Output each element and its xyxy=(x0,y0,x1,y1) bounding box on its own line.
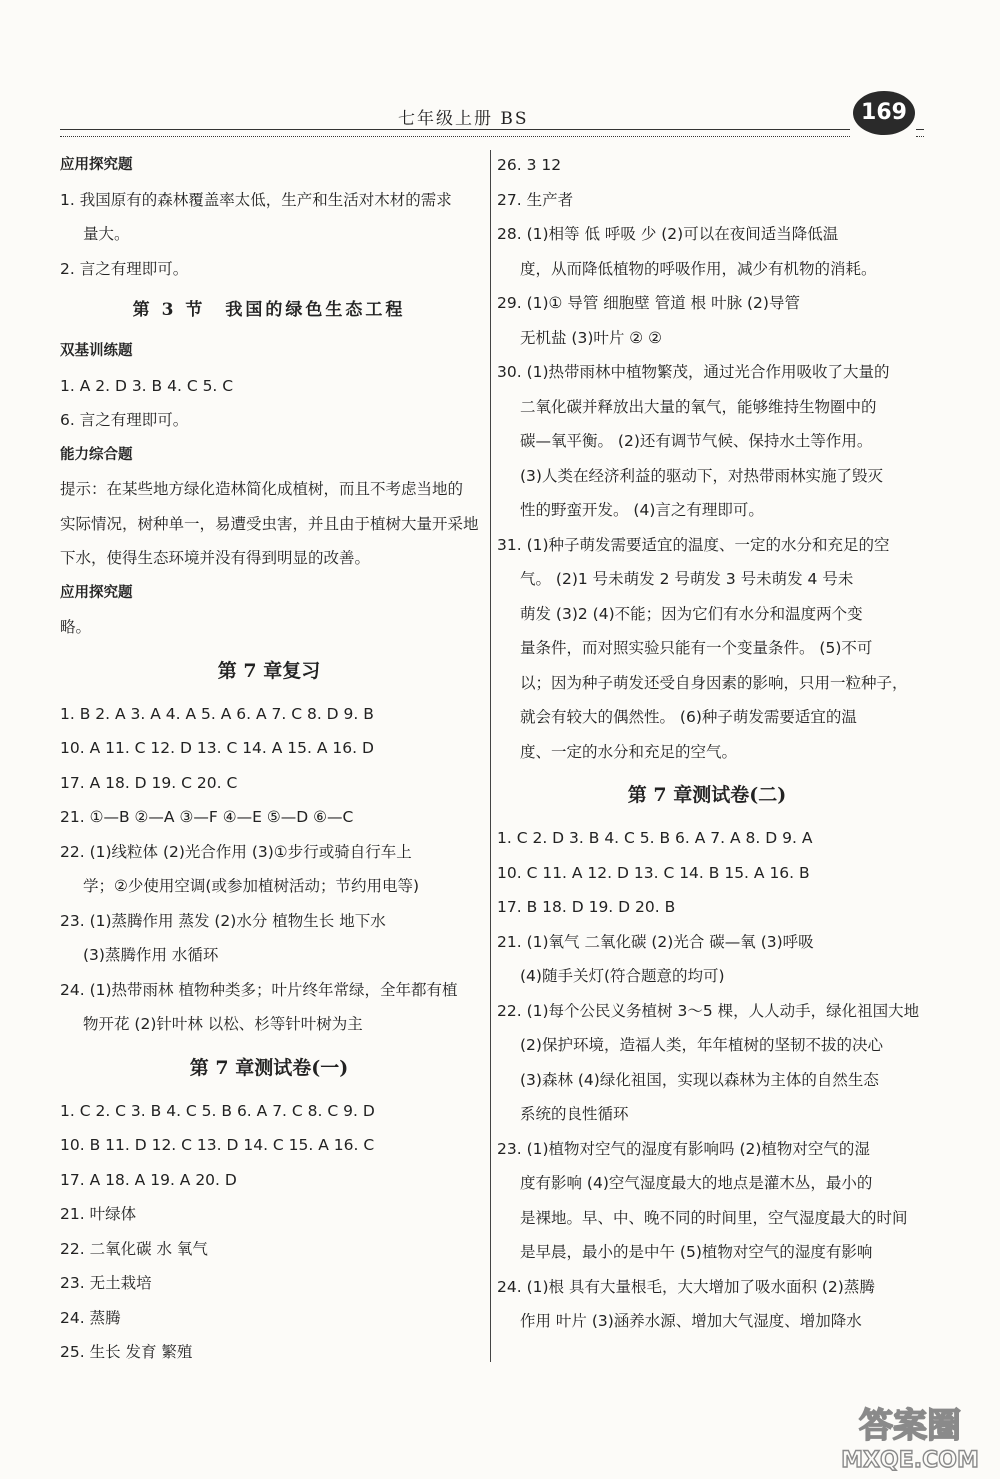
answer-continuation: 学；②少使用空调(或参加植树活动；节约用电等) xyxy=(83,877,419,895)
header-title: 七年级上册 BS xyxy=(398,109,529,129)
answer-line: 10. C 11. A 12. D 13. C 14. B 15. A 16. B xyxy=(497,863,810,882)
answer-continuation: (4)随手关灯(符合题意的均可) xyxy=(520,967,725,985)
answer-line: 24. 蒸腾 xyxy=(60,1308,121,1327)
answer-line: 提示：在某些地方绿化造林简化成植树，而且不考虑当地的 xyxy=(60,480,464,498)
answer-line: 21. ①—B ②—A ③—F ④—E ⑤—D ⑥—C xyxy=(60,808,354,826)
watermark-logo-text: 答案圈 xyxy=(859,1406,961,1446)
page-number-badge: 169 xyxy=(853,91,915,135)
answer-line: 21. 叶绿体 xyxy=(60,1205,137,1223)
answer-line: 27. 生产者 xyxy=(497,190,574,209)
column-divider xyxy=(490,150,491,1362)
answer-continuation: (3)人类在经济利益的驱动下，对热带雨林实施了毁灭 xyxy=(520,466,883,485)
left-column xyxy=(60,148,478,1370)
answer-continuation: (3)森林 (4)绿化祖国，实现以森林为主体的自然生态 xyxy=(520,1070,879,1089)
answer-line: 下水，使得生态环境并没有得到明显的改善。 xyxy=(60,549,371,567)
answer-continuation: 气。 (2)1 号未萌发 2 号萌发 3 号未萌发 4 号未 xyxy=(520,570,854,588)
right-column xyxy=(497,148,920,1339)
answer-line: 17. A 18. A 19. A 20. D xyxy=(60,1170,237,1189)
answer-line: 实际情况，树种单一，易遭受虫害，并且由于植树大量开采地 xyxy=(60,514,479,533)
header-rule xyxy=(60,129,850,137)
answer-line: 22. (1)线粒体 (2)光合作用 (3)①步行或骑自行车上 xyxy=(60,842,412,861)
answer-line: 23. (1)植物对空气的湿度有影响吗 (2)植物对空气的湿 xyxy=(497,1139,870,1158)
chapter-title: 第 7 章复习 xyxy=(217,659,321,682)
section-heading: 应用探究题 xyxy=(60,584,133,601)
answer-line: 31. (1)种子萌发需要适宜的温度、一定的水分和充足的空 xyxy=(497,535,890,554)
answer-line: 6. 言之有理即可。 xyxy=(60,411,189,429)
header-rule-right xyxy=(916,129,924,137)
answer-continuation: 物开花 (2)针叶林 以松、杉等针叶树为主 xyxy=(83,1015,363,1033)
answer-continuation: 是早晨，最小的是中午 (5)植物对空气的湿度有影响 xyxy=(520,1243,873,1261)
watermark-url: MXQE.COM xyxy=(841,1448,979,1473)
answer-continuation: 度、一定的水分和充足的空气。 xyxy=(520,742,738,761)
answer-continuation: 性的野蛮开发。 (4)言之有理即可。 xyxy=(520,501,764,519)
answer-continuation: 量条件，而对照实验只能有一个变量条件。 (5)不可 xyxy=(520,639,873,657)
section-heading: 应用探究题 xyxy=(60,157,133,173)
answer-line: 28. (1)相等 低 呼吸 少 (2)可以在夜间适当降低温 xyxy=(497,225,839,243)
answer-continuation: 碳—氧平衡。 (2)还有调节气候、保持水土等作用。 xyxy=(520,432,873,450)
answer-line: 26. 3 12 xyxy=(497,156,562,174)
answer-line: 30. (1)热带雨林中植物繁茂，通过光合作用吸收了大量的 xyxy=(497,363,890,381)
answer-line: 17. A 18. D 19. C 20. C xyxy=(60,773,238,792)
answer-line: 22. 二氧化碳 水 氧气 xyxy=(60,1239,208,1258)
answer-continuation: (2)保护环境，造福人类，年年植树的坚韧不拔的决心 xyxy=(520,1036,883,1054)
answer-line: 23. 无土栽培 xyxy=(60,1274,152,1292)
answer-line: 25. 生长 发育 繁殖 xyxy=(60,1343,193,1361)
answer-continuation: (3)蒸腾作用 水循环 xyxy=(83,946,219,964)
answer-line: 17. B 18. D 19. D 20. B xyxy=(497,898,676,916)
subsection-title: 第 3 节 我国的绿色生态工程 xyxy=(132,300,406,320)
answer-continuation: 二氧化碳并释放出大量的氧气，能够维持生物圈中的 xyxy=(520,397,877,416)
answer-line: 略。 xyxy=(60,618,92,636)
answer-line: 10. B 11. D 12. C 13. D 14. C 15. A 16. C xyxy=(60,1136,375,1154)
answer-line: 1. C 2. C 3. B 4. C 5. B 6. A 7. C 8. C 9. D xyxy=(60,1101,375,1120)
answer-continuation: 是裸地。早、中、晚不同的时间里，空气湿度最大的时间 xyxy=(520,1208,908,1227)
answer-continuation: 度，从而降低植物的呼吸作用，减少有机物的消耗。 xyxy=(520,259,877,278)
watermark-logo xyxy=(835,1395,985,1475)
answer-line: 1. 我国原有的森林覆盖率太低，生产和生活对木材的需求 xyxy=(60,190,452,209)
answer-line: 1. A 2. D 3. B 4. C 5. C xyxy=(60,376,234,395)
answer-continuation: 作用 叶片 (3)涵养水源、增加大气湿度、增加降水 xyxy=(520,1312,862,1330)
answer-line: 24. (1)热带雨林 植物种类多；叶片终年常绿，全年都有植 xyxy=(60,980,458,999)
chapter-title: 第 7 章测试卷(一) xyxy=(189,1056,349,1079)
section-heading: 双基训练题 xyxy=(60,343,133,359)
answer-line: 29. (1)① 导管 细胞壁 管道 根 叶脉 (2)导管 xyxy=(497,294,800,312)
section-heading: 能力综合题 xyxy=(60,446,133,463)
answer-continuation: 量大。 xyxy=(83,225,130,243)
answer-line: 22. (1)每个公民义务植树 3～5 棵，人人动手，绿化祖国大地 xyxy=(497,1001,920,1020)
answer-line: 10. A 11. C 12. D 13. C 14. A 15. A 16. D xyxy=(60,739,374,757)
answer-continuation: 度有影响 (4)空气湿度最大的地点是灌木丛，最小的 xyxy=(520,1174,873,1192)
answer-line: 1. B 2. A 3. A 4. A 5. A 6. A 7. C 8. D 9. B xyxy=(60,704,374,723)
answer-line: 23. (1)蒸腾作用 蒸发 (2)水分 植物生长 地下水 xyxy=(60,911,386,930)
answer-line: 1. C 2. D 3. B 4. C 5. B 6. A 7. A 8. D 9. A xyxy=(497,829,813,847)
answer-line: 2. 言之有理即可。 xyxy=(60,259,189,278)
chapter-title: 第 7 章测试卷(二) xyxy=(627,784,787,806)
answer-continuation: 系统的良性循环 xyxy=(520,1105,629,1123)
answer-line: 24. (1)根 具有大量根毛，大大增加了吸水面积 (2)蒸腾 xyxy=(497,1277,875,1296)
answer-line: 21. (1)氧气 二氧化碳 (2)光合 碳—氧 (3)呼吸 xyxy=(497,932,814,951)
answer-continuation: 就会有较大的偶然性。 (6)种子萌发需要适宜的温 xyxy=(520,708,857,726)
answer-continuation: 无机盐 (3)叶片 ② ② xyxy=(520,328,663,347)
answer-continuation: 以；因为种子萌发还受自身因素的影响，只用一粒种子， xyxy=(520,673,908,692)
answer-continuation: 萌发 (3)2 (4)不能；因为它们有水分和温度两个变 xyxy=(520,604,863,623)
